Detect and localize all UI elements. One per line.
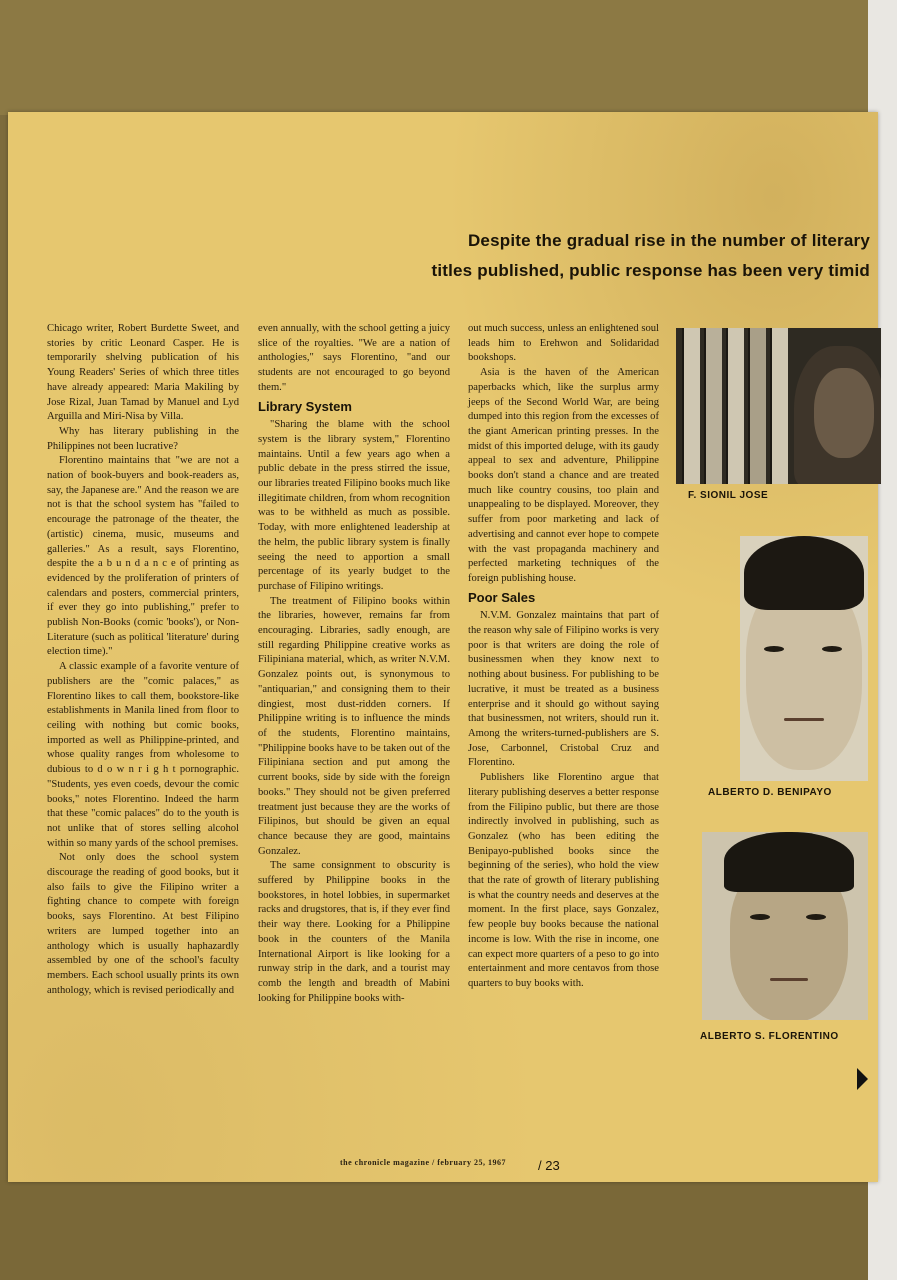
article-column-1 [47, 322, 239, 998]
scan-background-bottom [0, 1180, 870, 1280]
portrait-mouth [770, 978, 808, 981]
bookshelf-shape [682, 328, 700, 484]
photo-alberto-d-benipayo [740, 536, 868, 781]
paragraph: Not only does the school system discourage the reading of good books, but it also fails to give the Filipino writer a fighting chance to compete with foreign books, says Florentino. At best Filipino writers are lumped together into an anthology which is usually haphazardly assembled by one of the school's faculty members. Each school usually prints its own anthology, which is revised periodically and [47, 852, 239, 996]
footer-magazine-info: the chronicle magazine / february 25, 1967 [340, 1158, 506, 1167]
photo-alberto-s-florentino [702, 832, 868, 1020]
caption-photo-1: F. SIONIL JOSE [688, 490, 769, 501]
scan-background-top [0, 0, 870, 115]
headline-line-1: Despite the gradual rise in the number of literary [467, 231, 870, 250]
headline-line-2: titles published, public response has been very timid [431, 261, 870, 280]
paragraph: Publishers like Florentino argue that literary publishing deserves a better response from the Filipino public, but there are those indirectly involved in publishing, such as Gonzalez (who has been editing the Benipayo-published books since the beginning of the series), who hold the view that the rate of growth of literary publishing is what the country needs and deserves at the moment. In the first place, says Gonzalez, few people buy books because the national income is low. With the rise in income, one can expect more quarters of a peso to go into entertainment and more centavos from those quarters to buy books with. [468, 772, 659, 989]
paragraph: A classic example of a favorite venture of publishers are the "comic palaces," as Florentino likes to call them, bookstore-like establishments in Manila lined from floor to ceiling with nothing but comic books, imported as well as Philippine-printed, and whose quality ranges from wholesome to dubious to d o w n r i g h t pornographic. "Students, yes even coeds, devour the comic books," notes Florentino. Indeed the harm that these "comic palaces" do to the youth is not unlike that of stores selling alcohol within so many yards of the school premises. [47, 661, 239, 849]
portrait-eye [822, 646, 842, 652]
portrait-eye [764, 646, 784, 652]
headline [392, 226, 870, 286]
paragraph: even annually, with the school getting a juicy slice of the royalties. "We are a nation of anthologies," says Florentino, "and our students are not encouraged to go beyond them." [258, 323, 450, 393]
page-number: / 23 [538, 1158, 560, 1173]
caption-photo-2: ALBERTO D. BENIPAYO [708, 787, 832, 798]
subhead-library-system: Library System [258, 398, 352, 414]
portrait-mouth [784, 718, 824, 721]
portrait-hair [744, 536, 864, 610]
portrait-face [814, 368, 874, 458]
bookshelf-shape [704, 328, 722, 484]
photo-f-sionil-jose [676, 328, 881, 484]
bookshelf-shape [726, 328, 744, 484]
bookshelf-shape [770, 328, 788, 484]
caption-photo-3: ALBERTO S. FLORENTINO [700, 1031, 839, 1042]
paragraph: Florentino maintains that "we are not a nation of book-buyers and book-readers as, say, the Japanese are." And the reason we are not is that the school system has "failed to encourage the patronage of the theater, the (artistic) cinema, music, museums and galleries." As a result, says Florentino, despite the a b u n d a n c e of printing as evidenced by the proliferation of printers of calendars and posters, commercial printers, if ever they go into publishing," prefer to publish Non-Books (comic 'books'), or Non-Literature (such as political 'literature' during election time)." [47, 455, 239, 658]
paragraph: Chicago writer, Robert Burdette Sweet, and stories by critic Leonard Casper. He is temporarily shelving publication of his Young Readers' Series of which three titles have already appeared: Maria Makiling by Jose Rizal, Juan Tamad by Manuel and Lyd Arguilla and Miri-Nisa by Villa. [47, 323, 239, 423]
paragraph: Why has literary publishing in the Philippines not been lucrative? [47, 425, 239, 452]
paragraph: Asia is the haven of the American paperbacks which, like the surplus army jeeps of the Second World War, are being dumped into this region from the excesses of the giant American printing presses. In the midst of this imported deluge, with its gaudy appeal to sex and adventure, Philippine books don't stand a chance and are treated much like country cousins, too plain and unappealing to be displayed. Moreover, they suffer from poor marketing and lack of advertising and cannot ever hope to compete with the vast propaganda machinery and perfected marketing techniques of the foreign publishing house. [468, 367, 659, 584]
article-column-2 [258, 322, 450, 1006]
paragraph: The treatment of Filipino books within the libraries, however, remains far from encouraging. Libraries, sadly enough, are still regarding Philippine creative works as Filipiniana material, which, as writer N.V.M. Gonzalez points out, is synonymous to "antiquarian," and consigning them to their dingiest, most dust-ridden corners. If Philippine writing is to influence the minds of the students, Florentino maintains, "Philippine books have to be taken out of the Filipiniana section and put among the current books, side by side with the foreign books." They should not be given preferred treatment just because they are the works of Filipinos, but should be given an equal chance because they are good, maintains Gonzalez. [258, 595, 450, 857]
portrait-eye [806, 914, 826, 920]
continue-arrow-icon [857, 1068, 868, 1090]
paragraph: "Sharing the blame with the school system is the library system," Florentino maintains. Until a few years ago when a public debate in the press stirred the issue, our libraries treated Filipino books much like illegitimate children, from whom recognition was to be withheld as much as possible. Today, with more enlightened leadership at the helm, the public library system is finally seeing the need to apportion a small percentage of its yearly budget to the purchase of Filipino writings. [258, 419, 450, 592]
paragraph: N.V.M. Gonzalez maintains that part of the reason why sale of Filipino works is very poor is that writers are doing the role of businessmen when they know next to nothing about business. For publishing to be lucrative, it must be treated as a business enterprise and it should go without saying that businessmen, not writers, should run it. Among the writers-turned-publishers are S. Jose, Carbonnel, Cristobal Cruz and Florentino. [468, 610, 659, 769]
portrait-eye [750, 914, 770, 920]
article-column-3 [468, 322, 659, 992]
bookshelf-shape [748, 328, 766, 484]
portrait-hair [724, 832, 854, 892]
subhead-poor-sales: Poor Sales [468, 589, 536, 605]
paragraph: out much success, unless an enlightened soul leads him to Erehwon and Solidaridad bookshops. [468, 323, 659, 364]
paragraph: The same consignment to obscurity is suffered by Philippine books in the bookstores, in hotel lobbies, in supermarket racks and drugstores, that is, if they ever find their way there. Looking for a Philippine book in the counters of the Manila International Airport is like looking for a runway strip in the dark, and a tourist may comb the length and breadth of Mabini looking for Philippine books with- [258, 860, 450, 1004]
